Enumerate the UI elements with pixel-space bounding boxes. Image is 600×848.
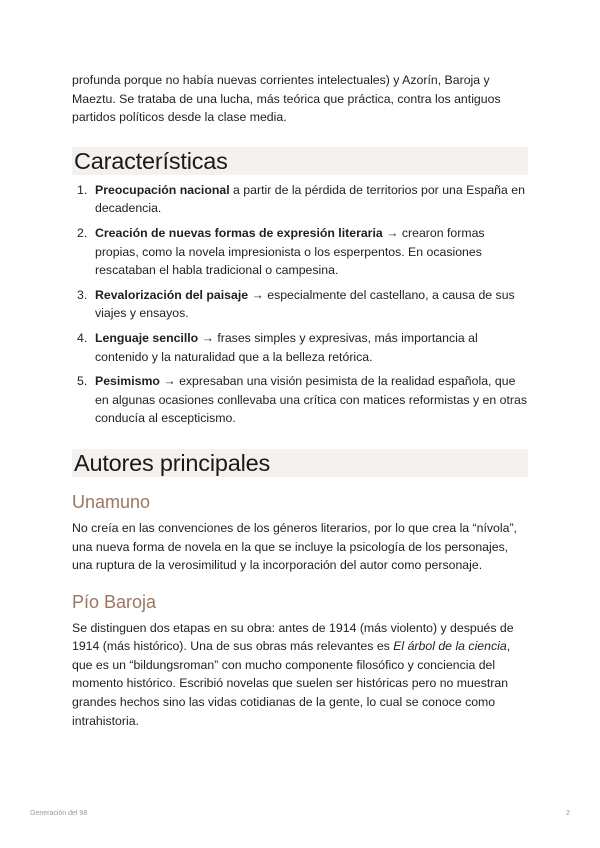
list-item	[72, 372, 528, 428]
list-item-title: Revalorización del paisaje	[95, 287, 249, 302]
baroja-text-before: Se distinguen dos etapas en su obra: antes de 1914 (más violento) y después de 1914 (más histórico). Una de sus obras más relevantes es	[72, 620, 514, 654]
intro-paragraph: profunda porque no había nuevas corrientes intelectuales) y Azorín, Baroja y Maeztu. Se trataba de una lucha, más teórica que práctica, contra los antiguos partidos políticos desde la clase media.	[72, 73, 501, 125]
page-content	[72, 71, 528, 746]
list-item	[72, 286, 528, 323]
list-item-title: Lenguaje sencillo	[95, 330, 199, 345]
list-item-text: → especialmente del castellano, a causa de sus viajes y ensayos.	[95, 287, 515, 321]
list-number: 1.	[77, 182, 88, 197]
heading-autores-principales: Autores principales	[72, 449, 528, 477]
author-name-unamuno: Unamuno	[72, 491, 151, 512]
list-number: 4.	[77, 330, 88, 345]
list-item-text: a partir de la pérdida de territorios por una España en decadencia.	[95, 182, 525, 216]
list-item	[72, 224, 528, 280]
list-item	[72, 181, 528, 218]
list-item-text: → crearon formas propias, como la novela impresionista o los esperpentos. En ocasiones rescataban el habla tradicional o campesina.	[95, 225, 485, 278]
list-item-title: Pesimismo	[95, 374, 160, 389]
list-item-title: Creación de nuevas formas de expresión literaria	[95, 225, 383, 240]
list-number: 2.	[77, 225, 88, 240]
author-name-baroja: Pío Baroja	[72, 591, 157, 612]
author-description-unamuno: No creía en las convenciones de los géneros literarios, por lo que crea la “nívola”, una nueva forma de novela en la que se incluye la psicología de los personajes, una ruptura de la verosimilitud y la incorporación del autor como personaje.	[72, 520, 517, 573]
footer-page-number: 2	[566, 810, 570, 817]
author-description-baroja	[72, 619, 528, 731]
author-unamuno	[72, 491, 528, 575]
footer-title: Generación del 98	[30, 810, 88, 817]
features-list	[72, 181, 528, 428]
list-number: 3.	[77, 287, 88, 302]
baroja-text-after: , que es un “bildungsroman” con mucho componente filosófico y conciencia del momento histórico. Escribió novelas que suelen ser históricas pero no muestran grandes hechos sino las vidas cotidianas de la gente, lo cual se conoce como intrahistoria.	[72, 639, 511, 728]
list-item	[72, 329, 528, 366]
author-baroja	[72, 591, 528, 731]
book-title: El árbol de la ciencia	[393, 639, 507, 654]
heading-caracteristicas: Características	[72, 147, 528, 175]
list-number: 5.	[77, 374, 88, 389]
list-item-title: Preocupación nacional	[95, 182, 230, 197]
list-item-text: → expresaban una visión pesimista de la realidad española, que en algunas ocasiones conllevaba una crítica con matices reformistas y en otras conducía al escepticismo.	[95, 374, 527, 426]
list-item-text: → frases simples y expresivas, más importancia al contenido y la naturalidad que a la belleza retórica.	[95, 330, 478, 364]
